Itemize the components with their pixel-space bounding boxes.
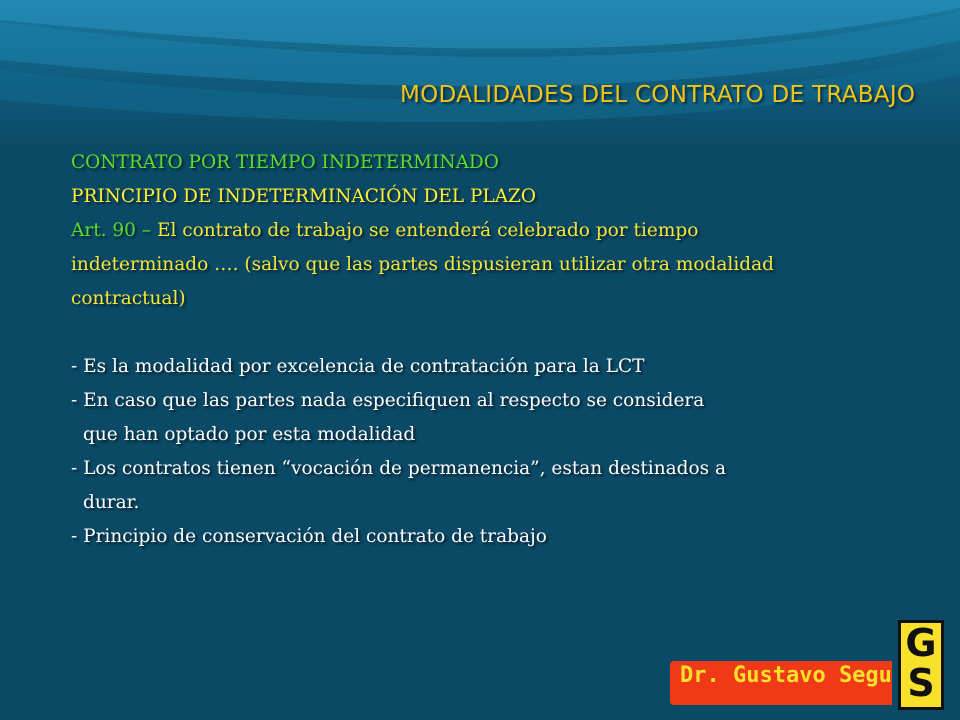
article-line-2: indeterminado …. (salvo que las partes dispusieran utilizar otra modalidad <box>71 254 774 275</box>
author-name: Dr. Gustavo Segu <box>680 663 892 688</box>
heading-principle: PRINCIPIO DE INDETERMINACIÓN DEL PLAZO <box>71 186 537 207</box>
monogram-s: S <box>907 661 935 705</box>
author-logo-name <box>670 661 892 705</box>
article-label: Art. 90 – <box>71 220 152 241</box>
bullet-2: - En caso que las partes nada especifiquen al respecto se considera <box>71 390 705 411</box>
article-text-1: El contrato de trabajo se entenderá celebrado por tiempo <box>151 220 699 241</box>
bullet-1: - Es la modalidad por excelencia de contratación para la LCT <box>71 356 645 377</box>
monogram-g: G <box>905 621 937 665</box>
author-monogram-logo <box>898 620 944 710</box>
article-line-1 <box>71 214 891 248</box>
heading-contract-type: CONTRATO POR TIEMPO INDETERMINADO <box>71 152 499 173</box>
spacer <box>71 316 891 350</box>
slide-title: MODALIDADES DEL CONTRATO DE TRABAJO <box>400 82 916 108</box>
article-line-3: contractual) <box>71 288 186 309</box>
bullet-2-cont: que han optado por esta modalidad <box>83 424 416 445</box>
bullet-3: - Los contratos tienen “vocación de permanencia”, estan destinados a <box>71 458 727 479</box>
bullet-3-cont: durar. <box>83 492 140 513</box>
decorative-swoosh <box>0 0 960 150</box>
slide-body <box>71 146 891 554</box>
bullet-4: - Principio de conservación del contrato de trabajo <box>71 526 547 547</box>
